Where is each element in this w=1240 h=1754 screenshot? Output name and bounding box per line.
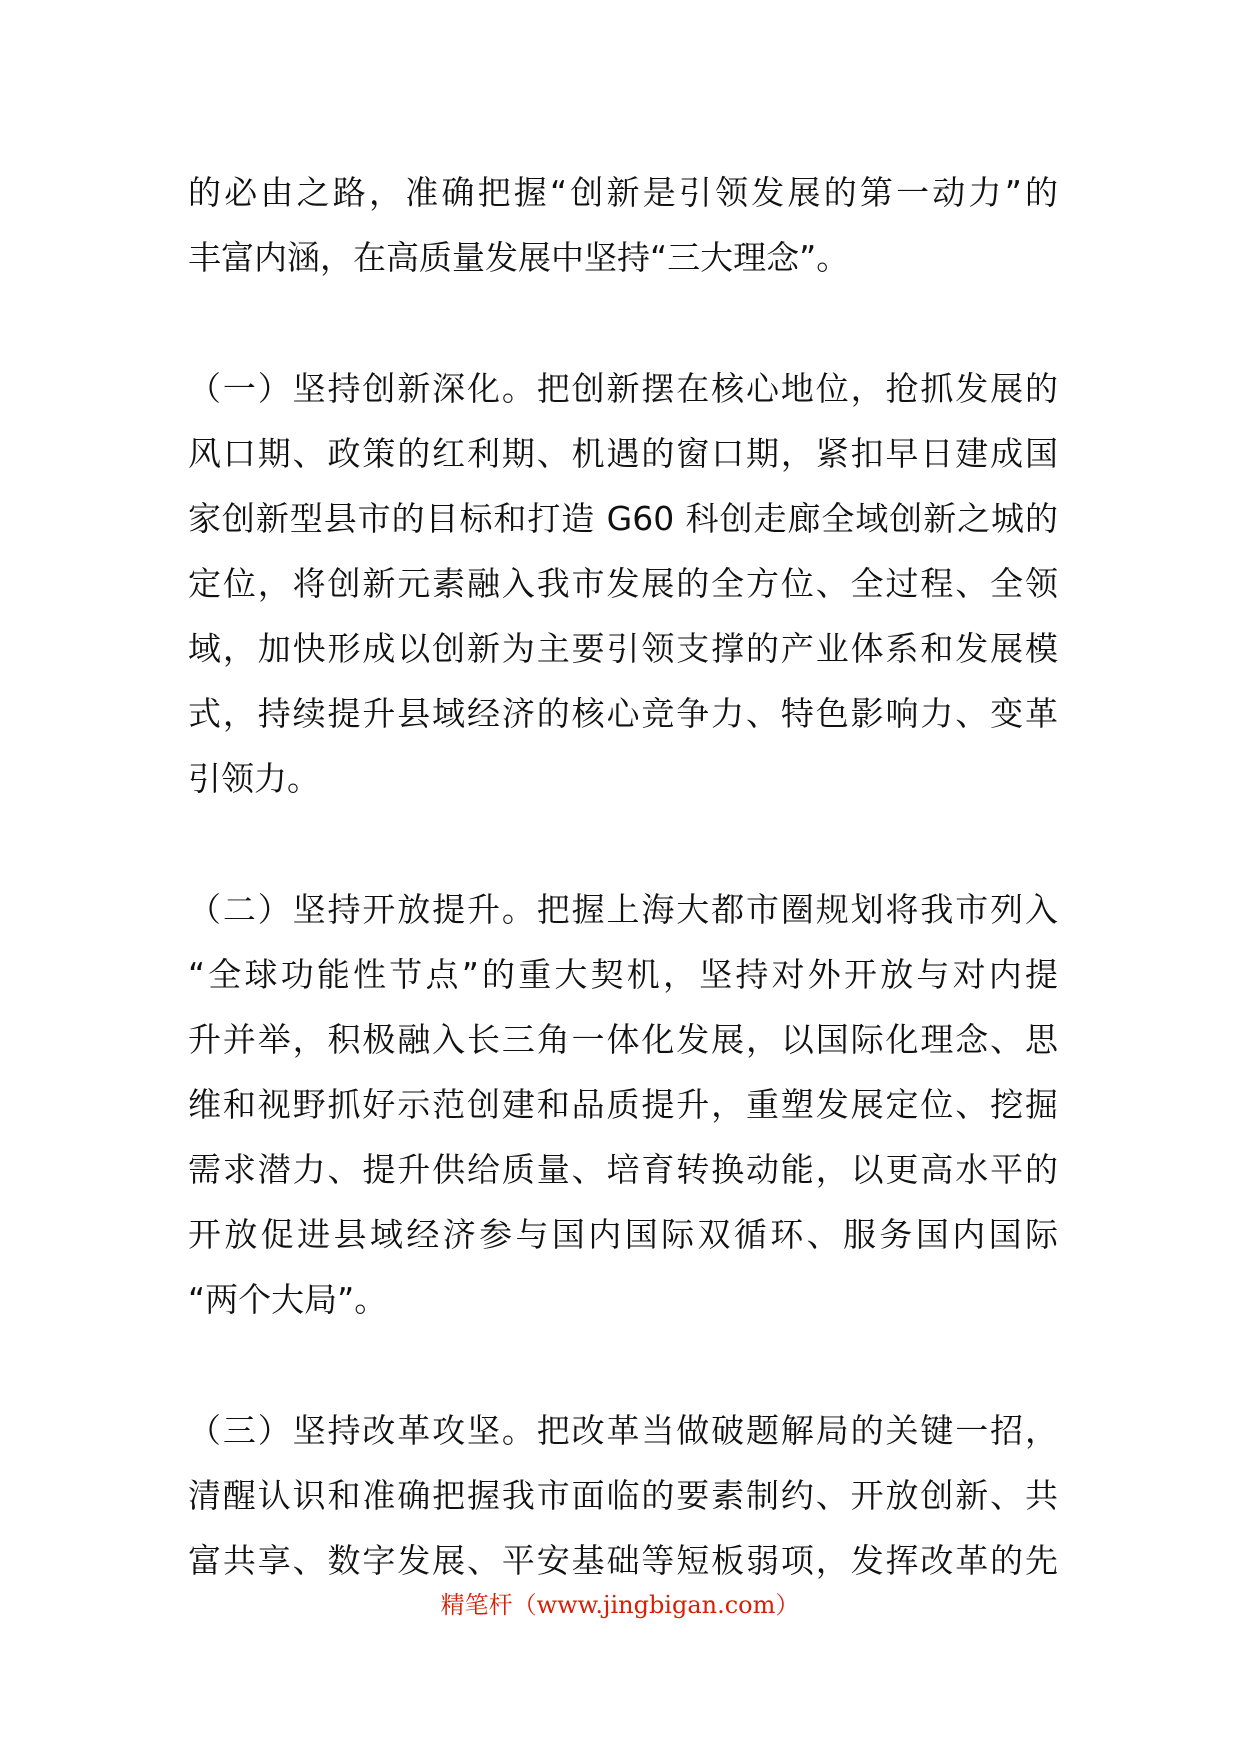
text-line: 清醒认识和准确把握我市面临的要素制约、开放创新、共 [188, 1476, 1058, 1515]
text-line: 的必由之路，准确把握“创新是引领发展的第一动力”的 [188, 173, 1058, 212]
text-line: （二）坚持开放提升。把握上海大都市圈规划将我市列入 [188, 890, 1058, 929]
paragraph-gap [188, 290, 1058, 356]
text-line: 定位，将创新元素融入我市发展的全方位、全过程、全领 [188, 564, 1058, 603]
text-line: 维和视野抓好示范创建和品质提升，重塑发展定位、挖掘 [188, 1085, 1058, 1124]
text-line: 丰富内涵，在高质量发展中坚持“三大理念”。 [188, 238, 850, 277]
paragraph-continuation [188, 160, 1058, 290]
paragraph-reform [188, 1398, 1058, 1593]
text-line: 富共享、数字发展、平安基础等短板弱项，发挥改革的先 [188, 1541, 1058, 1580]
text-line: 引领力。 [188, 759, 320, 798]
text-line: 域，加快形成以创新为主要引领支撑的产业体系和发展模 [188, 629, 1058, 668]
paragraph-gap [188, 1332, 1058, 1398]
footer-watermark: 精笔杆（www.jingbigan.com） [440, 1591, 800, 1619]
paragraph-gap [188, 811, 1058, 877]
text-line: （一）坚持创新深化。把创新摆在核心地位，抢抓发展的 [188, 369, 1058, 408]
text-line: 式，持续提升县域经济的核心竞争力、特色影响力、变革 [188, 694, 1058, 733]
text-line: 家创新型县市的目标和打造 G60 科创走廊全域创新之城的 [188, 499, 1058, 538]
text-line: 升并举，积极融入长三角一体化发展，以国际化理念、思 [188, 1020, 1058, 1059]
document-body [188, 160, 1058, 1593]
text-line: 开放促进县域经济参与国内国际双循环、服务国内国际 [188, 1215, 1058, 1254]
text-line: “全球功能性节点”的重大契机，坚持对外开放与对内提 [188, 955, 1058, 994]
text-line: 需求潜力、提升供给质量、培育转换动能，以更高水平的 [188, 1150, 1058, 1189]
text-line: （三）坚持改革攻坚。把改革当做破题解局的关键一招， [188, 1411, 1058, 1450]
paragraph-innovation [188, 356, 1058, 811]
text-line: 风口期、政策的红利期、机遇的窗口期，紧扣早日建成国 [188, 434, 1058, 473]
text-line: “两个大局”。 [188, 1280, 388, 1319]
paragraph-opening [188, 877, 1058, 1332]
